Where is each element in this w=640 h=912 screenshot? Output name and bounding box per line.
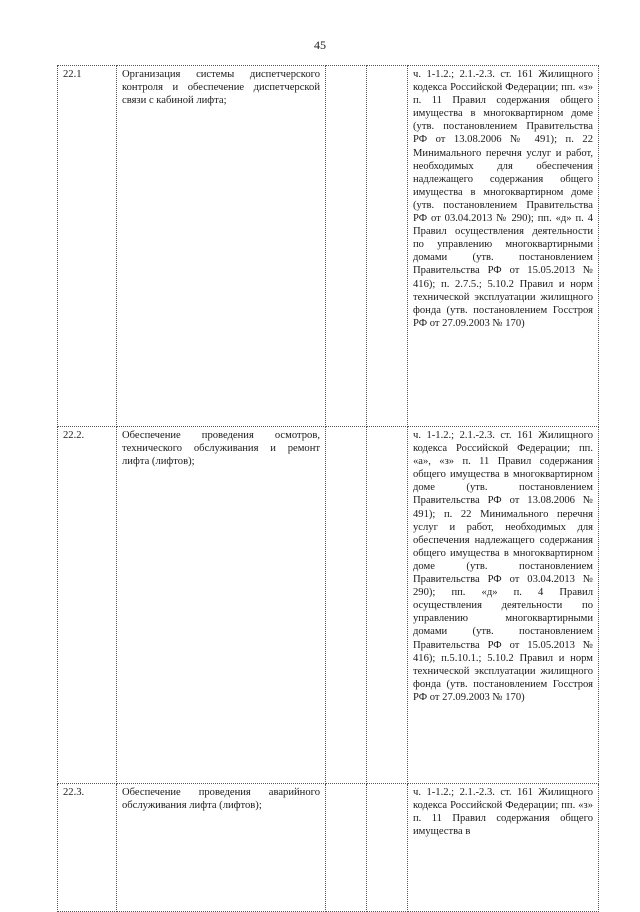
page-number: 45 bbox=[314, 38, 326, 52]
row-number: 22.3. bbox=[58, 784, 117, 912]
regulation-table bbox=[57, 65, 599, 912]
row-number: 22.1 bbox=[58, 66, 117, 427]
empty-cell bbox=[367, 66, 408, 427]
empty-cell bbox=[326, 427, 367, 784]
work-description: Обеспечение проведения осмотров, технического обслуживания и ремонт лифта (лифтов); bbox=[117, 427, 326, 784]
table-row bbox=[58, 427, 599, 784]
row-number: 22.2. bbox=[58, 427, 117, 784]
empty-cell bbox=[326, 66, 367, 427]
work-description: Обеспечение проведения аварийного обслуживания лифта (лифтов); bbox=[117, 784, 326, 912]
legal-basis: ч. 1-1.2.; 2.1.-2.3. ст. 161 Жилищного кодекса Российской Федерации; пп. «з» п. 11 Правил содержания общего имущества в многоквартирном доме (утв. постановлением Правительства РФ от 13.08.2006 № 491); п. 22 Минимального перечня услуг и работ, необходимых для обеспечения надлежащего содержания общего имущества в многоквартирном доме (утв. постановлением Правительства РФ от 03.04.2013 № 290); пп. «д» п. 4 Правил осуществления деятельности по управлению многоквартирными домами (утв. постановлением Правительства РФ от 15.05.2013 № 416); п. 2.7.5.; 5.10.2 Правил и норм технической эксплуатации жилищного фонда (утв. постановлением Госстроя РФ от 27.09.2003 № 170) bbox=[408, 66, 599, 427]
empty-cell bbox=[367, 427, 408, 784]
legal-basis bbox=[408, 784, 599, 912]
table-row bbox=[58, 784, 599, 912]
empty-cell bbox=[367, 784, 408, 912]
empty-cell bbox=[326, 784, 367, 912]
work-description: Организация системы диспетчерского контроля и обеспечение диспетчерской связи с кабиной лифта; bbox=[117, 66, 326, 427]
legal-basis: ч. 1-1.2.; 2.1.-2.3. ст. 161 Жилищного кодекса Российской Федерации; пп. «а», «з» п. 11 Правил содержания общего имущества в многоквартирном доме (утв. постановлением Правительства РФ от 13.08.2006 № 491); п. 22 Минимального перечня услуг и работ, необходимых для обеспечения надлежащего содержания общего имущества в многоквартирном доме (утв. постановлением Правительства РФ от 03.04.2013 № 290); пп. «д» п. 4 Правил осуществления деятельности по управлению многоквартирными домами (утв. постановлением Правительства РФ от 15.05.2013 № 416); п.5.10.1.; 5.10.2 Правил и норм технической эксплуатации жилищного фонда (утв. постановлением Госстроя РФ от 27.09.2003 № 170) bbox=[408, 427, 599, 784]
legal-basis-text: ч. 1-1.2.; 2.1.-2.3. ст. 161 Жилищного кодекса Российской Федерации; пп. «з» п. 11 Правил содержания общего имущества в bbox=[413, 787, 593, 838]
table-row bbox=[58, 66, 599, 427]
